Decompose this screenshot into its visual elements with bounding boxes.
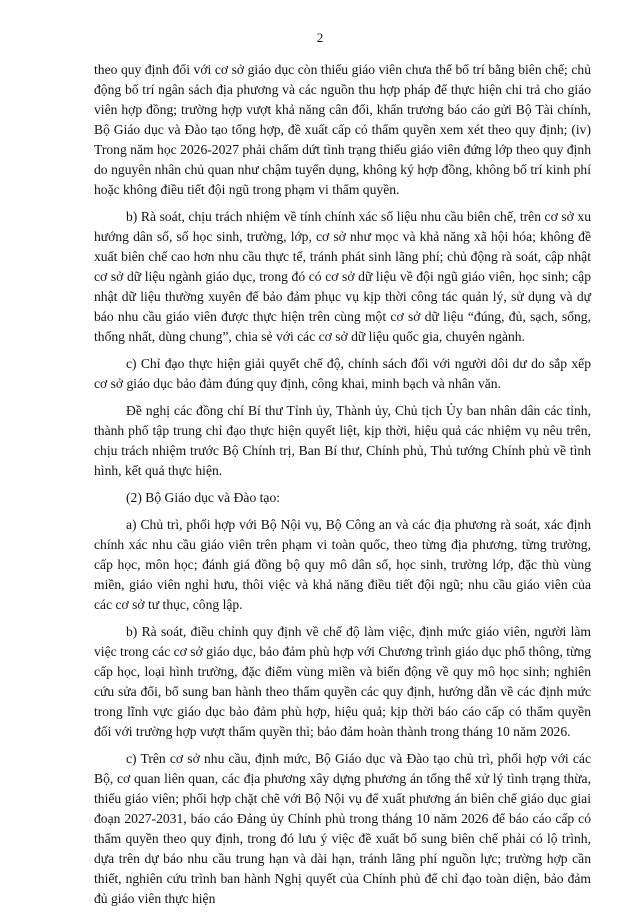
section-heading-ministry: (2) Bộ Giáo dục và Đào tạo: (126, 490, 281, 505)
page-number: 2 (316, 30, 324, 45)
paragraph-item-b: b) Rà soát, chịu trách nhiệm về tính chính xác số liệu nhu cầu biên chế, trên cơ sở xu hướng dân số, số học sinh, trường, lớp, cơ sở như mọc và khả năng xã hội hóa; không đề xuất biên chế cao hơn nhu cầu thực tế, tránh phát sinh lãng phí; chủ động rà soát, cập nhật cơ sở dữ liệu ngành giáo dục, trong đó có cơ sở dữ liệu về đội ngũ giáo viên, học sinh; cập nhật dữ liệu thường xuyên để bảo đảm phục vụ kịp thời công tác quản lý, sử dụng và dự báo nhu cầu giáo viên được thực hiện trên cùng một cơ sở dữ liệu “đúng, đủ, sạch, sống, thống nhất, dùng chung”, chia sẻ với các cơ sở dữ liệu quốc gia, chuyên ngành. (94, 209, 591, 344)
paragraph-ministry-c: c) Trên cơ sở nhu cầu, định mức, Bộ Giáo dục và Đào tạo chủ trì, phối hợp với các Bộ, cơ quan liên quan, các địa phương xây dựng phương án tổng thể xử lý tình trạng thừa, thiếu giáo viên; phối hợp chặt chẽ với Bộ Nội vụ để xuất phương án biên chế giáo dục giai đoạn 2027-2031, báo cáo Đảng ủy Chính phủ trong tháng 10 năm 2026 để báo cáo cấp có thẩm quyền theo quy định, trong đó lưu ý việc đề xuất bổ sung biên chế phải có lộ trình, dựa trên dự báo nhu cầu trung hạn và dài hạn, tránh lãng phí nguồn lực; trường hợp cần thiết, nghiên cứu trình ban hành Nghị quyết của Chính phủ để chỉ đạo toàn diện, bảo đảm đủ giáo viên thực hiện (94, 751, 591, 906)
paragraph-ministry-b: b) Rà soát, điều chỉnh quy định về chế độ làm việc, định mức giáo viên, người làm việc trong các cơ sở giáo dục, bảo đảm phù hợp với Chương trình giáo dục phổ thông, từng cấp học, loại hình trường, đặc điểm vùng miền và biến động về quy mô học sinh; nghiên cứu sửa đổi, bổ sung ban hành theo thẩm quyền các quy định, hướng dẫn về các định mức trong lĩnh vực giáo dục bảo đảm phù hợp, hiệu quả; kịp thời báo cáo cấp có thẩm quyền đối với trường hợp vượt thẩm quyền thì; bảo đảm hoàn thành trong tháng 10 năm 2026. (94, 624, 591, 739)
paragraph-request: Đề nghị các đồng chí Bí thư Tỉnh ủy, Thành ủy, Chủ tịch Ủy ban nhân dân các tỉnh, thành phố tập trung chỉ đạo thực hiện quyết liệt, kịp thời, hiệu quả các nhiệm vụ nêu trên, chịu trách nhiệm trước Bộ Chính trị, Ban Bí thư, Chính phủ, Thủ tướng Chính phủ về tình hình, kết quả thực hiện. (94, 403, 591, 478)
paragraph-ministry-a: a) Chủ trì, phối hợp với Bộ Nội vụ, Bộ Công an và các địa phương rà soát, xác định chính xác nhu cầu giáo viên trên phạm vi toàn quốc, theo từng địa phương, từng trường, cấp học, môn học; đánh giá đồng bộ quy mô dân số, học sinh, trường lớp, đặc thù vùng miền, giáo viên nghỉ hưu, thôi việc và khả năng điều tiết đội ngũ; nhu cầu giáo viên của các cơ sở tư thục, công lập. (94, 517, 591, 612)
paragraph-item-c: c) Chỉ đạo thực hiện giải quyết chế độ, chính sách đối với người dôi dư do sắp xếp cơ sở giáo dục bảo đảm đúng quy định, công khai, minh bạch và nhân văn. (94, 356, 591, 391)
document-body (94, 60, 591, 916)
paragraph-continuation: theo quy định đối với cơ sở giáo dục còn thiếu giáo viên chưa thể bố trí bằng biên chế; chủ động bố trí ngân sách địa phương và các nguồn thu hợp pháp để thực hiện chi trả cho giáo viên hợp đồng; trường hợp vượt khả năng cân đối, khẩn trương báo cáo gửi Bộ Tài chính, Bộ Giáo dục và Đào tạo tổng hợp, đề xuất cấp có thẩm quyền xem xét theo quy định; (iv) Trong năm học 2026-2027 phải chấm dứt tình trạng thiếu giáo viên đứng lớp theo quy định do nguyên nhân chủ quan như chậm tuyển dụng, không ký hợp đồng, không bố trí kinh phí hoặc không điều tiết đội ngũ trong phạm vi thẩm quyền. (94, 62, 591, 197)
